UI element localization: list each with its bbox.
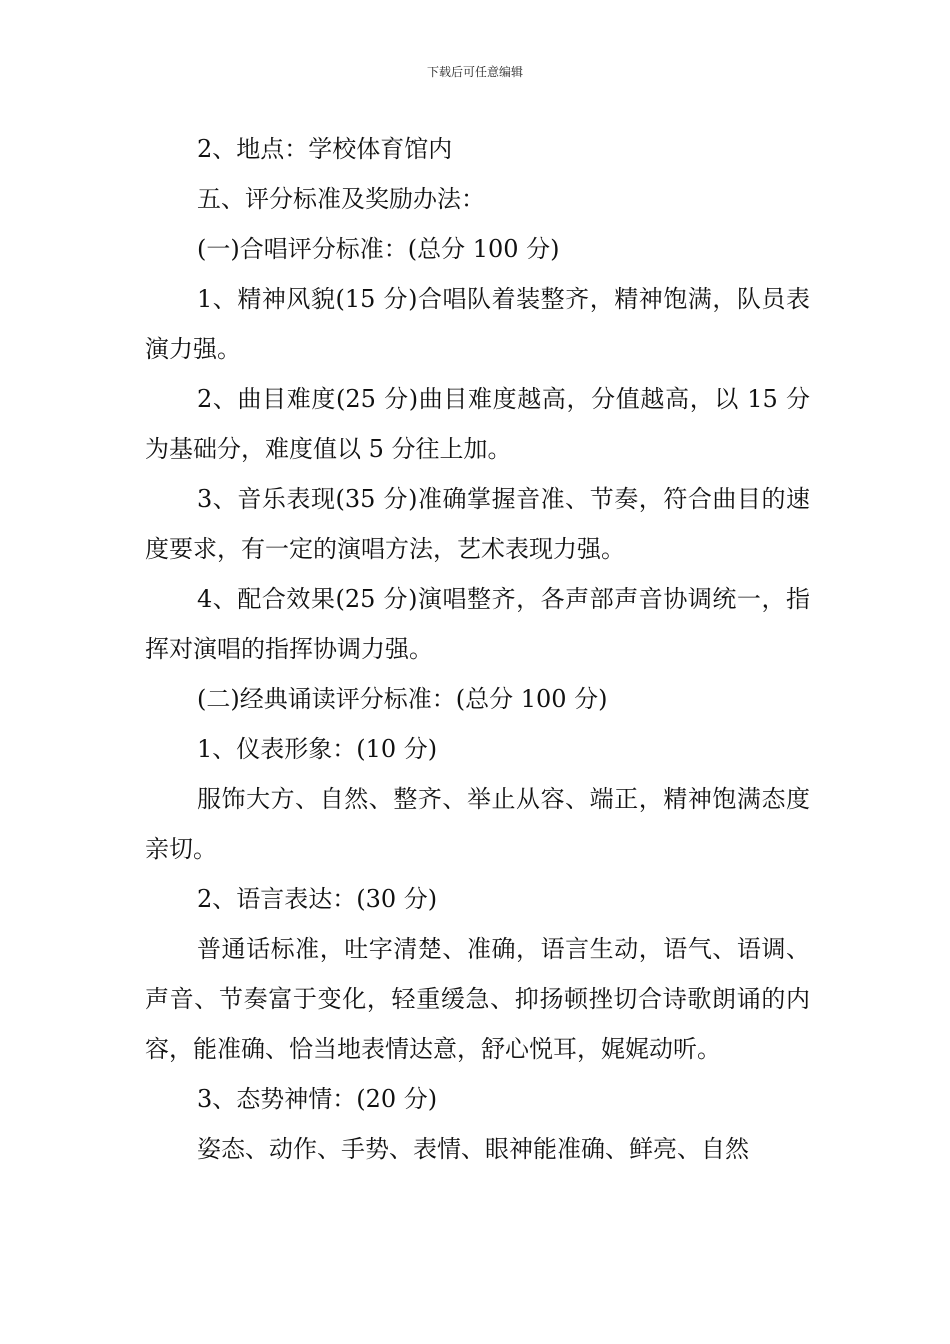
paragraph-section-five-heading: 五、评分标准及奖励办法： [197, 185, 485, 213]
paragraph-choir-criteria-heading: (一)合唱评分标准：(总分 100 分) [197, 235, 560, 263]
paragraph-location: 2、地点：学校体育馆内 [197, 135, 453, 163]
paragraph-choir-coordination: 4、配合效果(25 分)演唱整齐，各声部声音协调统一，指挥对演唱的指挥协调力强。 [145, 585, 810, 663]
paragraph-language-text: 普通话标准，吐字清楚、准确，语言生动，语气、语调、声音、节奏富于变化，轻重缓急、抑扬顿挫切合诗歌朗诵的内容，能准确、恰当地表情达意，舒心悦耳，娓娓动听。 [145, 935, 810, 1063]
page-header-note: 下载后可任意编辑 [426, 65, 523, 79]
paragraph-appearance-text: 服饰大方、自然、整齐、举止从容、端正，精神饱满态度亲切。 [145, 785, 810, 863]
paragraph-choir-spirit: 1、精神风貌(15 分)合唱队着装整齐，精神饱满，队员表演力强。 [145, 285, 810, 363]
paragraph-language-heading: 2、语言表达：(30 分) [197, 885, 438, 913]
paragraph-choir-performance: 3、音乐表现(35 分)准确掌握音准、节奏，符合曲目的速度要求，有一定的演唱方法，艺术表现力强。 [145, 485, 810, 563]
paragraph-choir-difficulty: 2、曲目难度(25 分)曲目难度越高，分值越高，以 15 分为基础分，难度值以 5 分往上加。 [145, 385, 810, 463]
paragraph-posture-heading: 3、态势神情：(20 分) [197, 1085, 438, 1113]
document-body [145, 124, 810, 1174]
paragraph-recitation-criteria-heading: (二)经典诵读评分标准：(总分 100 分) [197, 685, 608, 713]
paragraph-posture-text: 姿态、动作、手势、表情、眼神能准确、鲜亮、自然 [197, 1135, 749, 1163]
paragraph-appearance-heading: 1、仪表形象：(10 分) [197, 735, 438, 763]
